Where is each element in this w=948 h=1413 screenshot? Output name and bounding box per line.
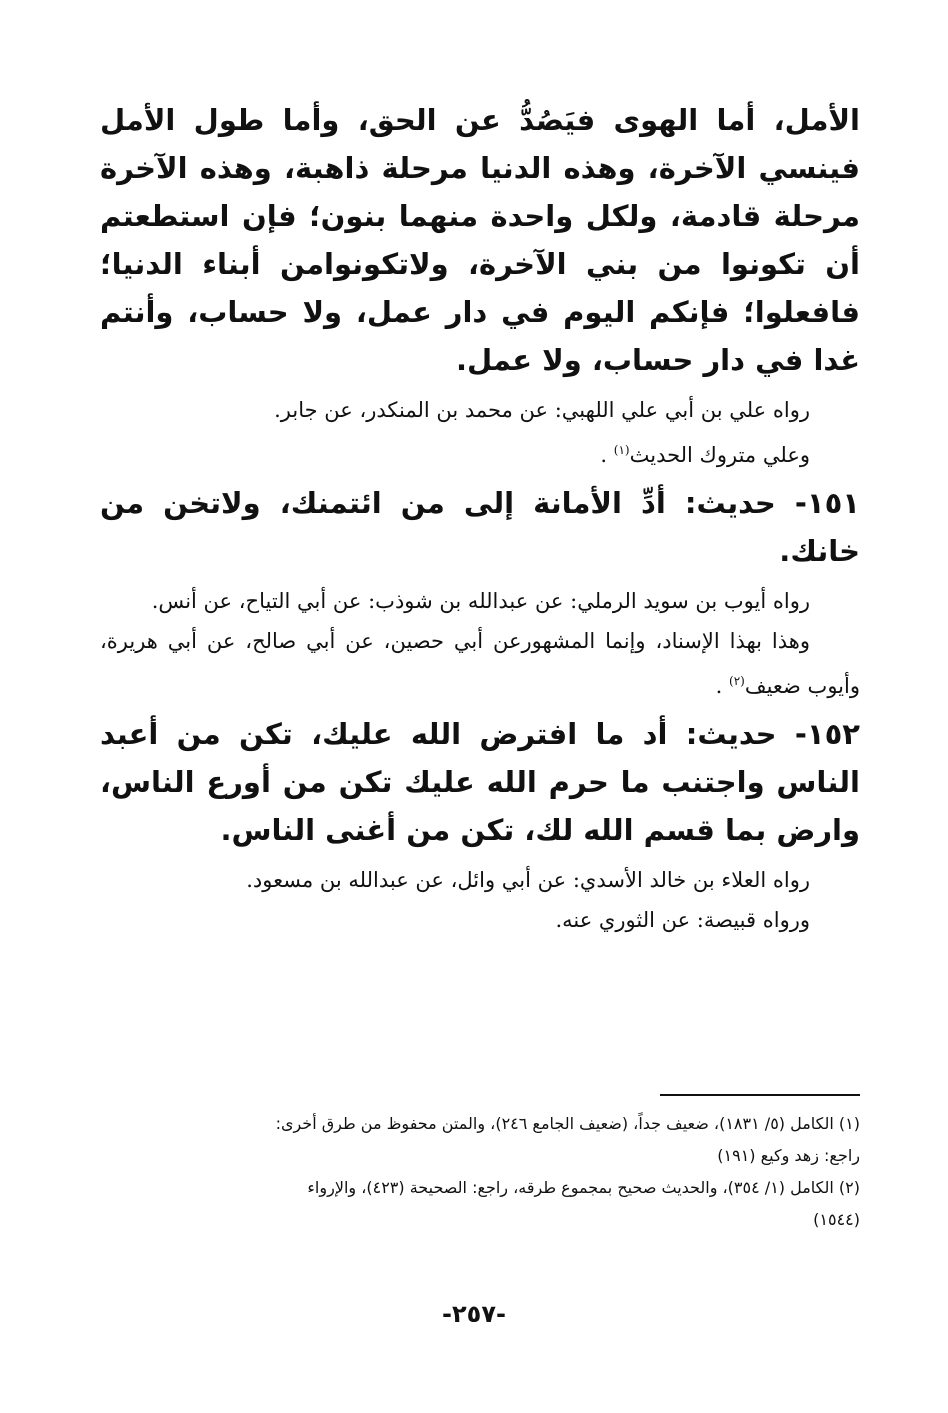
narration-block-1: [100, 390, 860, 475]
narration-text: وهذا بهذا الإسناد، وإنما المشهورعن أبي حصين، عن أبي صالح، عن أبي هريرة، وأيوب ضعيف: [100, 629, 860, 698]
narration-block-2: [100, 581, 860, 706]
page-number: -٢٥٧-: [442, 1300, 506, 1328]
narration-line: رواه أيوب بن سويد الرملي: عن عبدالله بن شوذب: عن أبي التياح، عن أنس.: [151, 589, 810, 613]
narration-line-with-note: وهذا بهذا الإسناد، وإنما المشهورعن أبي حصين، عن أبي صالح، عن أبي هريرة، وأيوب ضعيف$^{(٢)}$ .: [100, 629, 860, 698]
footnote-ref-1: (١): [613, 443, 630, 457]
narration-line: رواه علي بن أبي علي اللهبي: عن محمد بن المنكدر، عن جابر.: [274, 398, 810, 422]
footnote-ref-2: (٢): [729, 674, 745, 688]
narration-line: ورواه قبيصة: عن الثوري عنه.: [555, 908, 810, 932]
narration-block-3: [100, 860, 860, 940]
narration-text: وعلي متروك الحديث: [629, 443, 810, 467]
footnote-2-line-2: (١٥٤٤): [813, 1210, 860, 1229]
hadith-151: ١٥١- حديث: أدِّ الأمانة إلى من ائتمنك، ولاتخن من خانك.: [100, 486, 860, 568]
opening-paragraph: الأمل، أما الهوى فيَصُدُّ عن الحق، وأما طول الأمل فينسي الآخرة، وهذه الدنيا مرحلة ذاهبة، وهذه الآخرة مرحلة قادمة، ولكل واحدة منهما بنون؛ فإن استطعتم أن تكونوا من بني الآخرة، ولاتكونوامن أبناء الدنيا؛ فافعلوا؛ فإنكم اليوم في دار عمل، ولا حساب، وأنتم غدا في دار حساب، ولا عمل.: [100, 103, 860, 377]
footnote-2-line-1: (٢) الكامل (١/ ٣٥٤)، والحديث صحيح بمجموع طرقه، راجع: الصحيحة (٤٢٣)، والإرواء: [307, 1178, 860, 1197]
hadith-152: ١٥٢- حديث: أد ما افترض الله عليك، تكن من أعبد الناس واجتنب ما حرم الله عليك تكن من أورع الناس، وارض بما قسم الله لك، تكن من أغنى الناس.: [100, 717, 860, 847]
page-body: [100, 96, 860, 944]
footnotes: [100, 1094, 860, 1236]
narration-line-with-note: وعلي متروك الحديث$^{(١)}$ .: [600, 443, 810, 467]
footnote-divider: [660, 1094, 860, 1096]
footnote-1-line-2: راجع: زهد وكيع (١٩١): [717, 1146, 860, 1165]
footnote-1-line-1: (١) الكامل (٥/ ١٨٣١)، ضعيف جداً، (ضعيف الجامع ٢٤٦)، والمتن محفوظ من طرق أخرى:: [275, 1114, 860, 1133]
narration-line: رواه العلاء بن خالد الأسدي: عن أبي وائل، عن عبدالله بن مسعود.: [246, 868, 810, 892]
